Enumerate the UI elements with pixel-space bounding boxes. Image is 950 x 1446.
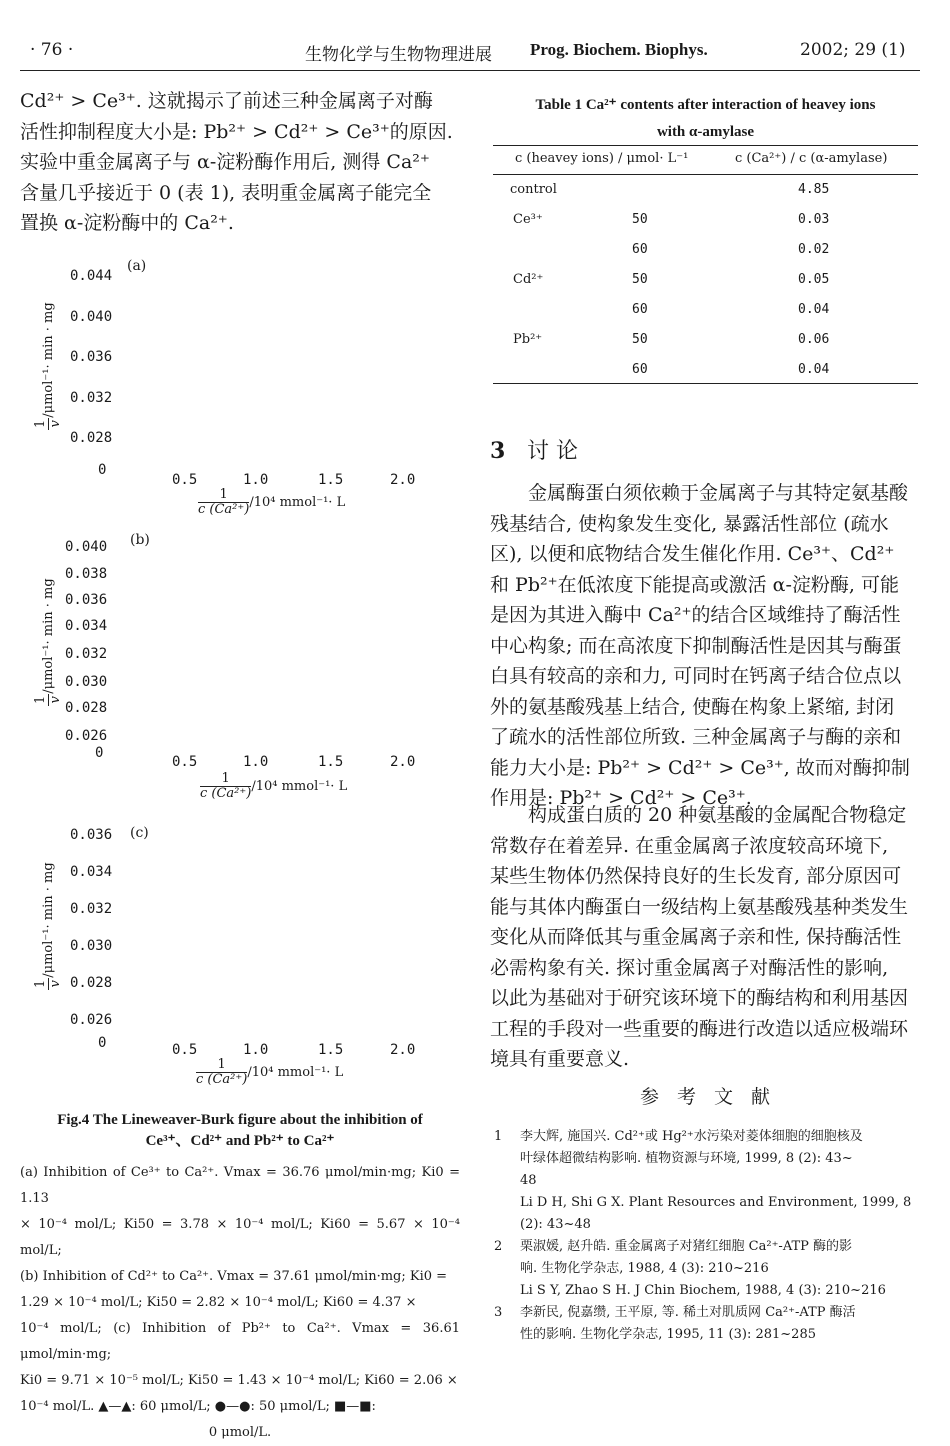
text-line: 以此为基础对于研究该环境下的酶结构和利用基因: [490, 987, 909, 1009]
x-tick: 1.0: [243, 472, 269, 488]
caption-line: 10⁻⁴ mol/L. ▲—▲: 60 μmol/L; ●—●: 50 μmol/L; ■—■:: [20, 1399, 376, 1414]
ion-cell: control: [510, 182, 557, 197]
text-line: 某些生物体仍然保持良好的生长发育, 部分原因可: [490, 865, 902, 887]
y-tick: 0.030: [70, 938, 113, 954]
x-tick: 2.0: [390, 754, 416, 770]
y-tick: 0.028: [65, 700, 108, 716]
conc-cell: 60: [632, 302, 648, 317]
ratio-cell: 0.03: [798, 212, 830, 227]
x-tick: 1.5: [318, 1042, 344, 1058]
text-line: 活性抑制程度大小是: Pb²⁺ > Cd²⁺ > Ce³⁺的原因.: [20, 120, 453, 143]
reference-line: 李新民, 倪嘉缵, 王平原, 等. 稀土对肌质网 Ca²⁺-ATP 酶活: [520, 1305, 856, 1320]
reference-item: [494, 1302, 922, 1346]
ratio-cell: 0.05: [798, 272, 830, 287]
text-line: 外的氨基酸残基上结合, 使酶在构象上紧缩, 封闭: [490, 695, 895, 718]
text-line: Cd²⁺ > Ce³⁺. 这就揭示了前述三种金属离子对酶: [20, 90, 433, 112]
caption-line: (b) Inhibition of Cd²⁺ to Ca²⁺. Vmax = 37.61 μmol/min·mg; Ki0 =: [20, 1269, 448, 1284]
table-header-col1: c (heavey ions) / μmol· L⁻¹: [515, 151, 689, 166]
text-line: 必需构象有关. 探讨重金属离子对酶活性的影响,: [490, 956, 889, 979]
reference-line: 48: [520, 1173, 537, 1188]
conc-cell: 60: [632, 242, 648, 257]
text-line: 境具有重要意义.: [490, 1048, 630, 1070]
x-tick: 1.0: [243, 1042, 269, 1058]
y-tick: 0.044: [70, 268, 113, 284]
caption-line: × 10⁻⁴ mol/L; Ki50 = 3.78 × 10⁻⁴ mol/L; Ki60 = 5.67 × 10⁻⁴ mol/L;: [20, 1217, 460, 1258]
conc-cell: 50: [632, 272, 648, 287]
page-number: · 76 ·: [30, 40, 74, 60]
text-line: 变化从而降低其与重金属离子亲和性, 保持酶活性: [490, 926, 902, 948]
table-title: Table 1 Ca²⁺ contents after interaction of heavey ions with α-amylase: [535, 97, 876, 140]
ratio-cell: 0.04: [798, 302, 830, 317]
x-tick: 2.0: [390, 1042, 416, 1058]
conc-cell: 50: [632, 212, 648, 227]
reference-line: 性的影响. 生物化学杂志, 1995, 11 (3): 281~285: [520, 1327, 816, 1342]
y-tick: 0.032: [70, 901, 113, 917]
x-tick: 1.5: [318, 472, 344, 488]
reference-line: 李大辉, 施国兴. Cd²⁺或 Hg²⁺水污染对菱体细胞的细胞核及: [520, 1129, 863, 1144]
text-line: 残基结合, 使构象发生变化, 暴露活性部位 (疏水: [490, 512, 889, 535]
y-axis-label: 1 v /μmol⁻¹· min · mg: [33, 302, 63, 428]
text-line: 和 Pb²⁺在低浓度下能提高或激活 α-淀粉酶, 可能: [490, 573, 900, 596]
reference-line: Li D H, Shi G X. Plant Resources and Environment, 1999, 8: [520, 1195, 912, 1210]
caption-line: (a) Inhibition of Ce³⁺ to Ca²⁺. Vmax = 36.76 μmol/min·mg; Ki0 = 1.13: [20, 1165, 460, 1206]
x-tick: 0.5: [172, 754, 198, 770]
text-line: 作用是: Pb²⁺ > Cd²⁺ > Ce³⁺.: [490, 787, 752, 809]
reference-line: (2): 43~48: [520, 1217, 591, 1232]
text-line: 区), 以便和底物结合发生催化作用. Ce³⁺、Cd²⁺: [490, 543, 895, 565]
ratio-cell: 0.02: [798, 242, 830, 257]
y-tick: 0.034: [70, 864, 113, 880]
caption-line: 10⁻⁴ mol/L; (c) Inhibition of Pb²⁺ to Ca²⁺. Vmax = 36.61 μmol/min·mg;: [20, 1321, 460, 1362]
text-line: 白具有较高的亲和力, 可同时在钙离子结合位点以: [490, 665, 902, 687]
y-tick: 0.040: [70, 309, 113, 325]
year-volume: 2002; 29 (1): [800, 40, 906, 60]
reference-number: 1: [494, 1129, 503, 1144]
y-tick: 0.026: [65, 728, 108, 744]
text-line: 了疏水的活性部位所致. 三种金属离子与酶的亲和: [490, 726, 902, 748]
section-heading: 3 讨 论: [490, 438, 578, 464]
conc-cell: 60: [632, 362, 648, 377]
journal-title-en: Prog. Biochem. Biophys.: [530, 40, 708, 59]
conc-cell: 50: [632, 332, 648, 347]
text-line: 实验中重金属离子与 α-淀粉酶作用后, 测得 Ca²⁺: [20, 151, 430, 173]
origin-label: 0: [98, 462, 107, 478]
x-tick: 2.0: [390, 472, 416, 488]
x-tick: 1.0: [243, 754, 269, 770]
y-tick: 0.030: [65, 674, 108, 690]
ratio-cell: 0.04: [798, 362, 830, 377]
left-intro-paragraph: [20, 86, 460, 239]
x-axis-label: $\frac{1}{\text{c (Ca²⁺)}}$ /10⁴ mmol⁻¹· L: [196, 1057, 344, 1087]
ion-cell: Pb²⁺: [513, 332, 543, 347]
y-axis-label: 1 v /μmol⁻¹· min · mg: [33, 862, 63, 988]
panel-label: (a): [127, 258, 147, 274]
y-tick: 0.028: [70, 975, 113, 991]
reference-item: [494, 1236, 922, 1302]
y-tick: 0.032: [70, 390, 113, 406]
reference-number: 3: [494, 1305, 503, 1320]
reference-line: Li S Y, Zhao S H. J Chin Biochem, 1988, 4 (3): 210~216: [520, 1283, 886, 1298]
text-line: 常数存在着差异. 在重金属离子浓度较高环境下,: [490, 834, 889, 857]
text-line: 能与其体内酶蛋白一级结构上氨基酸残基种类发生: [490, 895, 909, 918]
y-tick: 0.034: [65, 618, 108, 634]
reference-item: [494, 1126, 922, 1236]
caption-line: Ki0 = 9.71 × 10⁻⁵ mol/L; Ki50 = 1.43 × 10⁻⁴ mol/L; Ki60 = 2.06 ×: [20, 1373, 458, 1388]
text-line: 含量几乎接近于 0 (表 1), 表明重金属离子能完全: [20, 181, 432, 204]
discussion-paragraph-1: [490, 478, 922, 814]
text-line: 置换 α-淀粉酶中的 Ca²⁺.: [20, 212, 234, 234]
text-line: 金属酶蛋白须依赖于金属离子与其特定氨基酸: [528, 482, 909, 504]
journal-title-cn: 生物化学与生物物理进展: [305, 45, 492, 65]
caption-line: 1.29 × 10⁻⁴ mol/L; Ki50 = 2.82 × 10⁻⁴ mol/L; Ki60 = 4.37 ×: [20, 1295, 417, 1310]
ion-cell: Ce³⁺: [513, 212, 543, 227]
y-tick: 0.040: [65, 539, 108, 555]
y-tick: 0.028: [70, 430, 113, 446]
origin-label: 0: [98, 1035, 107, 1051]
header-rule: [20, 70, 920, 71]
y-tick: 0.036: [65, 592, 108, 608]
references-title: 参考文献: [640, 1086, 789, 1108]
discussion-paragraph-2: [490, 800, 922, 1075]
table-header-col2: c (Ca²⁺) / c (α-amylase): [735, 151, 888, 166]
reference-line: 响. 生物化学杂志, 1988, 4 (3): 210~216: [520, 1261, 769, 1276]
x-tick: 0.5: [172, 1042, 198, 1058]
x-axis-label: $\frac{1}{\text{c (Ca²⁺)}}$ /10⁴ mmol⁻¹· L: [198, 487, 346, 517]
y-axis-label: 1 v /μmol⁻¹· min · mg: [33, 578, 63, 704]
text-line: 是因为其进入酶中 Ca²⁺的结合区域维持了酶活性: [490, 604, 901, 626]
y-tick: 0.036: [70, 827, 113, 843]
table-header-rule: [493, 174, 918, 175]
table-bottom-rule: [493, 383, 918, 384]
x-tick: 0.5: [172, 472, 198, 488]
text-line: 能力大小是: Pb²⁺ > Cd²⁺ > Ce³⁺, 故而对酶抑制: [490, 756, 910, 779]
panel-label: (b): [130, 532, 150, 548]
text-line: 工程的手段对一些重要的酶进行改造以适应极端环: [490, 1017, 909, 1040]
panel-label: (c): [130, 825, 149, 841]
text-line: 构成蛋白质的 20 种氨基酸的金属配合物稳定: [528, 804, 907, 826]
figure-caption-title: Fig.4 The Lineweaver-Burk figure about the inhibition of Ce³⁺、Cd²⁺ and Pb²⁺ to Ca²⁺: [57, 1112, 423, 1149]
y-tick: 0.032: [65, 646, 108, 662]
reference-line: 栗淑媛, 赵升皓. 重金属离子对猪红细胞 Ca²⁺-ATP 酶的影: [520, 1239, 853, 1254]
y-tick: 0.036: [70, 349, 113, 365]
x-axis-label: $\frac{1}{\text{c (Ca²⁺)}}$ /10⁴ mmol⁻¹· L: [200, 771, 348, 801]
ratio-cell: 0.06: [798, 332, 830, 347]
y-tick: 0.026: [70, 1012, 113, 1028]
x-tick: 1.5: [318, 754, 344, 770]
table-top-rule: [493, 145, 918, 146]
reference-number: 2: [494, 1239, 503, 1254]
ratio-cell: 4.85: [798, 182, 830, 197]
reference-line: 叶绿体超微结构影响. 植物资源与环境, 1999, 8 (2): 43~: [520, 1151, 853, 1166]
origin-label: 0: [95, 745, 104, 761]
y-tick: 0.038: [65, 566, 108, 582]
caption-line: 0 μmol/L.: [208, 1425, 272, 1440]
text-line: 中心构象; 而在高浓度下抑制酶活性是因其与酶蛋: [490, 634, 902, 657]
figure-caption-body: [20, 1160, 460, 1446]
ion-cell: Cd²⁺: [513, 272, 544, 287]
